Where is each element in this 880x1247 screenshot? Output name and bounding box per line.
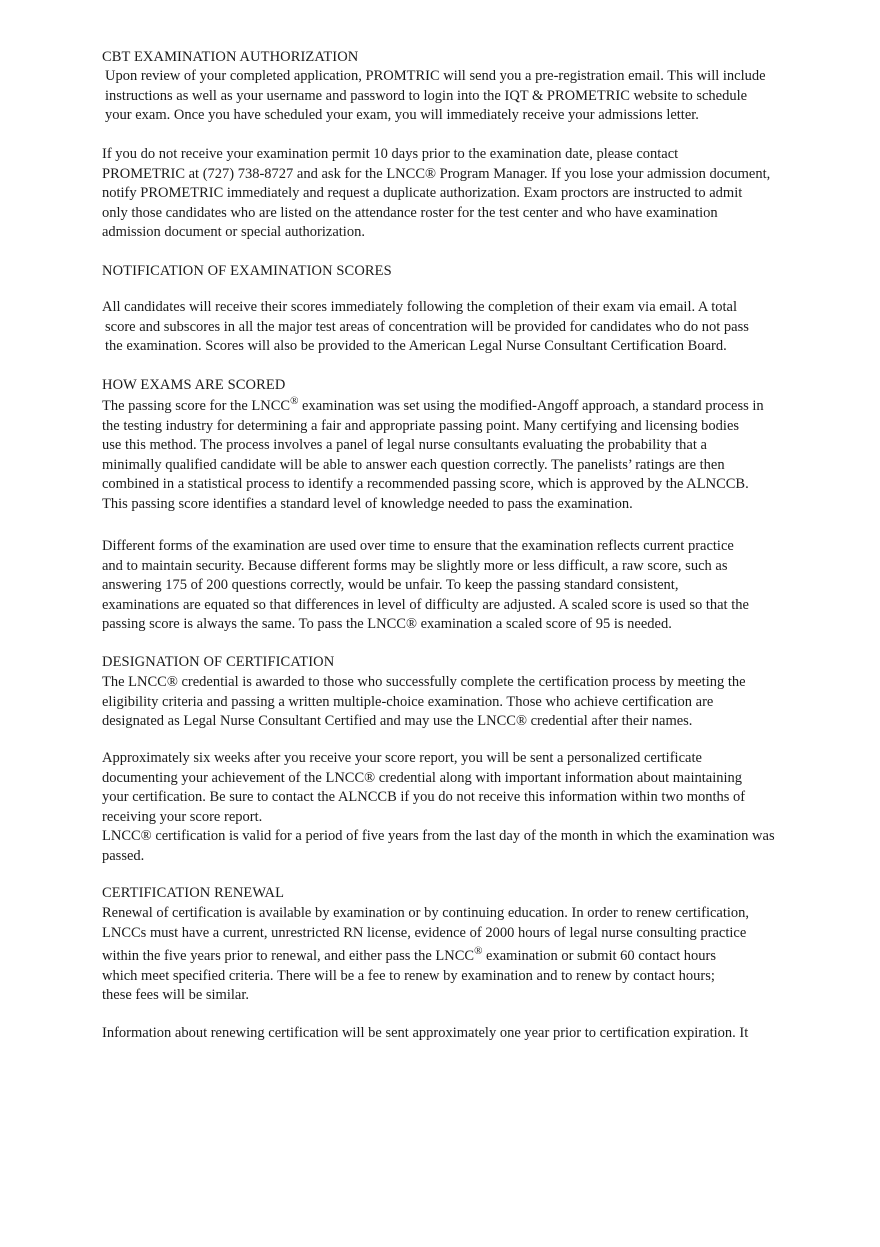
text-line: passing score is always the same. To pass the LNCC® examination a scaled score of 95 is needed. <box>102 616 672 633</box>
section-different-forms <box>102 537 842 635</box>
text-line: Approximately six weeks after you receive your score report, you will be sent a personalized certificate <box>102 750 702 766</box>
section-renewal <box>102 884 842 1006</box>
text-line: minimally qualified candidate will be able to answer each question correctly. The panelists’ ratings are then <box>102 456 725 473</box>
text-line: LNCCs must have a current, unrestricted RN license, evidence of 2000 hours of legal nurse consulting practice <box>102 924 747 941</box>
text-line: documenting your achievement of the LNCC® credential along with important information about maintaining <box>102 769 742 786</box>
paragraph <box>102 67 842 126</box>
text-fragment: examination was set using the modified-Angoff approach, a standard process in <box>298 398 764 414</box>
text-line: score and subscores in all the major test areas of concentration will be provided for candidates who do not pass <box>105 318 749 335</box>
text-line: passed. <box>102 847 145 864</box>
registered-mark: ® <box>290 395 299 407</box>
text-line: eligibility criteria and passing a written multiple-choice examination. Those who achieve certification are <box>102 693 714 710</box>
text-line <box>102 397 842 417</box>
text-line: designated as Legal Nurse Consultant Certified and may use the LNCC® credential after their names. <box>102 713 693 730</box>
text-line: notify PROMETRIC immediately and request a duplicate authorization. Exam proctors are instructed to admit <box>102 185 743 202</box>
text-line: If you do not receive your examination permit 10 days prior to the examination date, please contact <box>102 146 679 162</box>
section-heading: HOW EXAMS ARE SCORED <box>102 377 286 393</box>
text-line: which meet specified criteria. There will be a fee to renew by examination and to renew by contact hours; <box>102 967 715 984</box>
text-fragment: within the five years prior to renewal, and either pass the LNCC <box>102 948 475 965</box>
text-line: All candidates will receive their scores immediately following the completion of their exam via email. A total <box>102 299 737 315</box>
text-line: Different forms of the examination are used over time to ensure that the examination reflects current practice <box>102 538 734 554</box>
text-line: The LNCC® credential is awarded to those who successfully complete the certification process by meeting the <box>102 674 746 690</box>
section-renewal-info <box>102 1024 842 1044</box>
text-line: answering 175 of 200 questions correctly, would be unfair. To keep the passing standard consistent, <box>102 577 679 594</box>
text-line: Upon review of your completed application, PROMTRIC will send you a pre-registration email. This will include <box>105 68 766 84</box>
text-line: your certification. Be sure to contact the ALNCCB if you do not receive this information within two months of <box>102 789 746 806</box>
text-line: and to maintain security. Because different forms may be slightly more or less difficult, a raw score, such as <box>102 557 728 574</box>
text-line: examinations are equated so that differences in level of difficulty are adjusted. A scaled score is used so that the <box>102 596 749 613</box>
text-line: LNCC® certification is valid for a period of five years from the last day of the month in which the examination was <box>102 828 775 845</box>
text-fragment: examination or submit 60 contact hours <box>482 948 716 965</box>
text-line: only those candidates who are listed on the attendance roster for the test center and who have examination <box>102 204 718 221</box>
text-fragment: The passing score for the LNCC <box>102 398 291 414</box>
section-notification <box>102 298 842 357</box>
paragraph <box>102 904 842 1006</box>
section-heading: DESIGNATION OF CERTIFICATION <box>102 654 335 670</box>
section-how-scored <box>102 376 842 515</box>
registered-mark: ® <box>474 945 483 958</box>
text-line: the testing industry for determining a fair and appropriate passing point. Many certifying and licensing bodies <box>102 417 740 434</box>
section-cbt-authorization <box>102 48 842 126</box>
text-line: use this method. The process involves a panel of legal nurse consultants evaluating the probability that a <box>102 437 707 454</box>
text-line: admission document or special authorization. <box>102 224 365 241</box>
paragraph <box>102 673 842 732</box>
paragraph <box>102 537 842 635</box>
paragraph <box>102 298 842 357</box>
text-line: This passing score identifies a standard level of knowledge needed to pass the examination. <box>102 495 633 512</box>
paragraph <box>102 397 842 515</box>
text-line: receiving your score report. <box>102 808 263 825</box>
section-designation <box>102 653 842 732</box>
text-line: PROMETRIC at (727) 738-8727 and ask for the LNCC® Program Manager. If you lose your admission document, <box>102 165 771 182</box>
section-heading: NOTIFICATION OF EXAMINATION SCORES <box>102 263 392 279</box>
text-line: instructions as well as your username and password to login into the IQT & PROMETRIC website to schedule <box>105 87 748 104</box>
section-cbt-permit <box>102 145 842 243</box>
paragraph <box>102 1024 842 1044</box>
paragraph <box>102 145 842 243</box>
text-line <box>102 947 842 967</box>
text-line: your exam. Once you have scheduled your exam, you will immediately receive your admissions letter. <box>105 107 699 124</box>
section-certificate-info <box>102 749 842 867</box>
section-notification-heading <box>102 262 842 281</box>
section-heading: CERTIFICATION RENEWAL <box>102 885 285 901</box>
text-line: Information about renewing certification will be sent approximately one year prior to certification expiration. It <box>102 1025 749 1041</box>
text-line: these fees will be similar. <box>102 987 249 1004</box>
paragraph <box>102 749 842 867</box>
text-line: combined in a statistical process to identify a recommended passing score, which is approved by the ALNCCB. <box>102 476 749 493</box>
section-heading: CBT EXAMINATION AUTHORIZATION <box>102 49 359 65</box>
text-line: the examination. Scores will also be provided to the American Legal Nurse Consultant Certification Board. <box>105 338 727 355</box>
text-line: Renewal of certification is available by examination or by continuing education. In order to renew certification, <box>102 905 750 921</box>
